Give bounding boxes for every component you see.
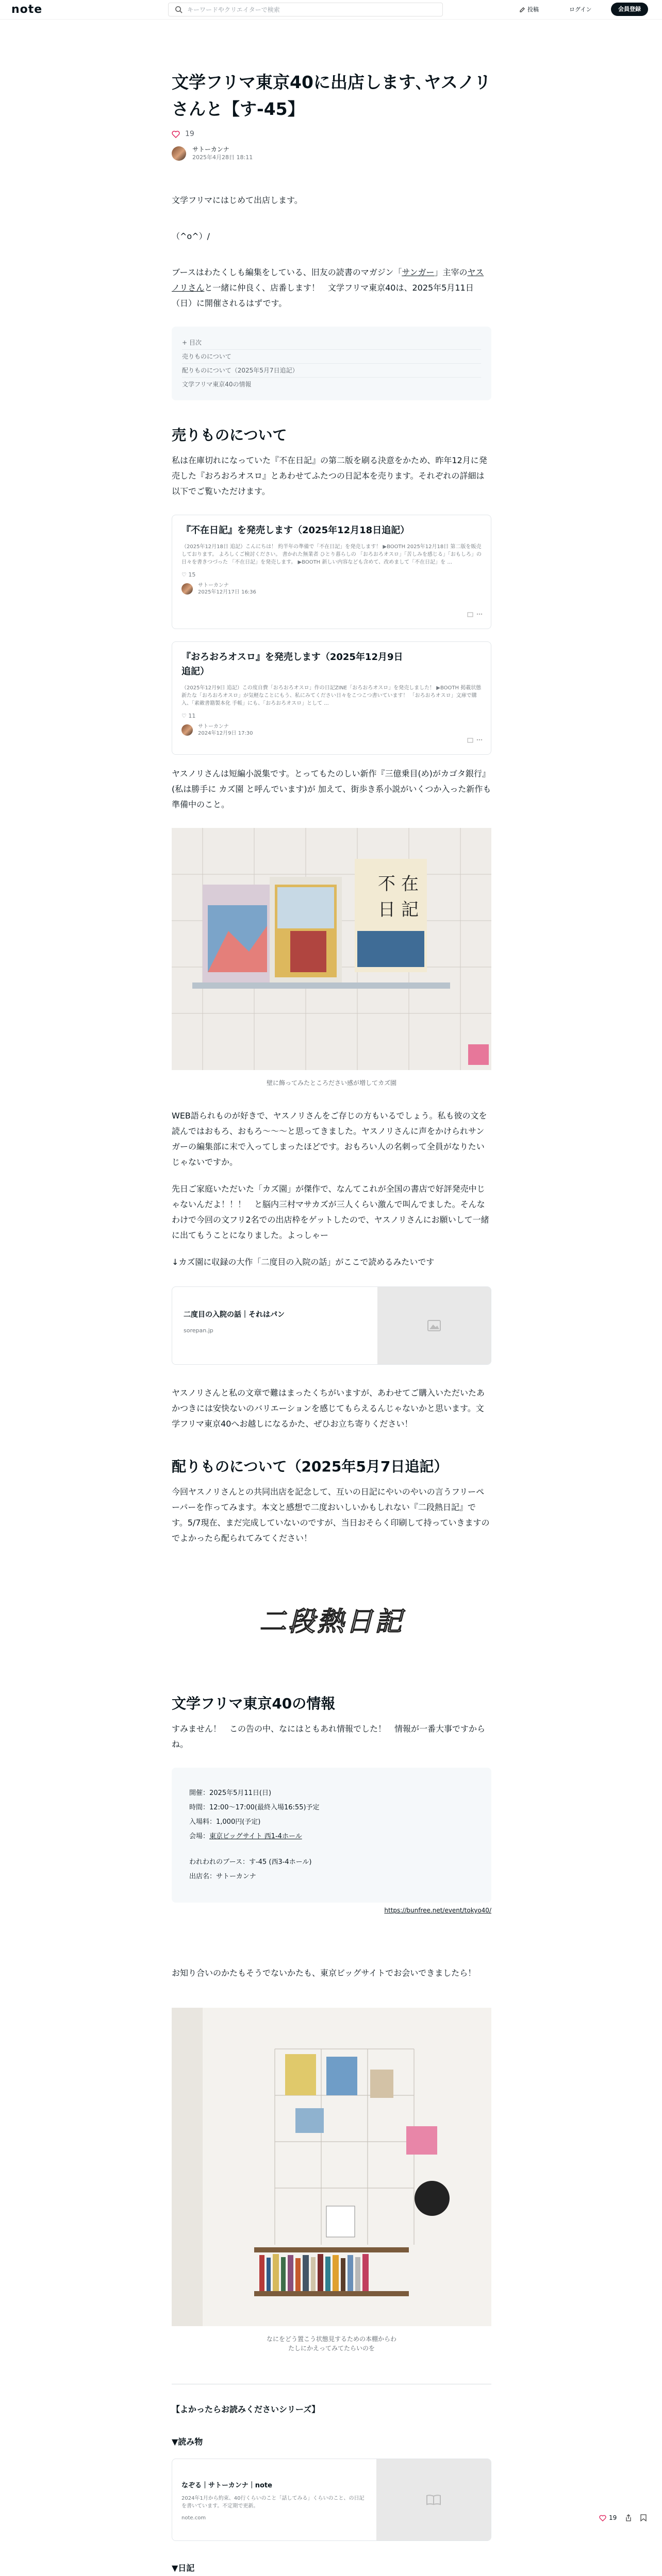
toc-item[interactable]: 配りものについて（2025年5月7日追記） [182, 364, 481, 378]
ext-card-url: sorepan.jp [184, 1327, 213, 1334]
toc-toggle[interactable]: + 目次 [182, 336, 481, 350]
avatar [181, 724, 193, 736]
books-illustration [172, 828, 491, 1070]
paragraph: ヤスノリさんは短編小説集です。とってもたのしい新作『三億乗目(め)がカゴタ銀行』(私は勝手に カズ園 と呼んでいます)が 加えて、街歩き系小説がいくつか入った新作も準備中のこと。 [172, 769, 491, 809]
yasunori-link[interactable]: ヤスノリさん [172, 267, 484, 293]
image-icon [427, 1320, 441, 1331]
svg-text:在: 在 [401, 874, 419, 894]
more-icon[interactable] [476, 737, 483, 743]
info-fee: 入場料：1,000円(予定) [189, 1818, 261, 1826]
series-heading: ▼日記 [172, 2563, 195, 2573]
image-placeholder [377, 1287, 491, 1364]
bunfree-link[interactable] [172, 1907, 491, 1914]
nidan-banner: 二段熱日記 [172, 1563, 491, 1681]
venue-link[interactable]: 東京ビッグサイト 西1-4ホール [209, 1833, 302, 1840]
paragraph: ヤスノリさんと私の文章で難はまったくちがいますが、あわせてご購入いただいたあかつきには安快ないのバリエーションを感じてもらえるんじゃないかと思います。文学フリマ東京40へお越しになるかた、ぜひお立ち寄りください！ [172, 1388, 485, 1429]
bookmark-icon[interactable] [640, 2514, 647, 2521]
card-actions [467, 611, 483, 617]
section-heading: 文学フリマ東京40の情報 [172, 1695, 336, 1712]
card-date: 2024年12月9日 17:30 [198, 731, 253, 736]
embed-card[interactable] [172, 641, 491, 755]
photo-caption: なにをどう置こう状態見するための本棚からわたしにかえってみてたらいのを [266, 2335, 396, 2352]
info-date: 開催：2025年5月11日(日) [189, 1789, 272, 1797]
event-info-box [172, 1768, 491, 1903]
paragraph [172, 265, 491, 311]
login-button[interactable]: ログイン [569, 6, 592, 13]
series-title: 【よかったらお読みくださいシリーズ】 [172, 2404, 320, 2414]
card-like-count: 15 [188, 571, 196, 578]
signup-button[interactable]: 会員登録 [611, 3, 648, 16]
section-heading: 配りものについて（2025年5月7日追記） [172, 1458, 449, 1475]
card-date: 2025年12月17日 16:36 [198, 589, 256, 595]
magazine-title: なぞる｜サトーカンナ｜note [181, 2482, 272, 2489]
article [172, 62, 491, 2576]
side-actions [599, 2514, 647, 2521]
embed-card[interactable] [172, 515, 491, 629]
author-name[interactable]: サトーカンナ [192, 146, 229, 153]
share-icon[interactable] [625, 2514, 632, 2521]
search-input[interactable] [187, 5, 435, 14]
publish-date: 2025年4月28日 18:11 [192, 154, 253, 161]
ext-card-title: 二度目の入院の話｜それはパン [184, 1311, 285, 1319]
paragraph: WEB語られものが好きで、ヤスノリさんをご存じの方もいるでしょう。私も彼の文を読んではおもろ、おもろ〜〜〜と思ってきました。ヤスノリさんに声をかけられサンガーの編集部に末で入ってしまったほどです。おもろい人の名刺って全員がなりたいじゃないですか。 [172, 1111, 487, 1167]
text: と一緒に仲良く、店番します！ 文学フリマ東京40は、2025年5月11日（日）に開催されるはずです。 [172, 283, 474, 308]
author-row[interactable] [172, 145, 491, 162]
info-names: 出店名：サトーカンナ [189, 1873, 256, 1880]
card-like-count: 11 [188, 713, 196, 719]
search-icon [175, 6, 183, 13]
card-title: 『不在日記』を発売します（2025年12月18日追記） [181, 525, 410, 536]
card-author-name: サトーカンナ [198, 583, 229, 588]
avatar [181, 583, 193, 595]
paragraph: 先日ご家庭いただいた「カズ園」が傑作で、なんてこれが全国の書店で好評発売中じゃないんだよ！！！ と脳内三村マサカズが三人くらい激んで叫んでました。そんなわけで今回の文フリ2名での出店枠をゲットしたので、ヤスノリさんにお願いして一緒に出てもうことになりました。よっしゃー [172, 1184, 489, 1240]
bunfree-url[interactable]: https://bunfree.net/event/tokyo40/ [384, 1907, 491, 1914]
post-label: 投稿 [527, 6, 539, 13]
info-booth: われわれのブース：す-45 (西3-4ホール) [189, 1858, 312, 1866]
post-button[interactable] [519, 4, 539, 15]
like-row [172, 130, 491, 138]
info-time: 時間：12:00〜17:00(最終入場16:55)予定 [189, 1804, 320, 1811]
side-like-count: 19 [609, 2514, 617, 2521]
book-icon [426, 2494, 441, 2505]
heart-icon [599, 2515, 606, 2521]
photo-caption: 壁に飾ってみたところださい感が増してカズ園 [266, 1079, 396, 1087]
photo-books-on-wall [172, 828, 491, 1070]
side-like[interactable] [599, 2514, 617, 2521]
more-icon[interactable] [476, 611, 483, 617]
search-box[interactable] [168, 3, 443, 16]
section-heading: 売りものについて [172, 427, 287, 444]
magazine-card[interactable] [172, 2459, 491, 2541]
card-title: 『おろおろオスロ』を発売します（2025年12月9日追記） [181, 652, 403, 677]
share-icon[interactable] [467, 737, 473, 743]
like-count: 19 [185, 130, 194, 138]
paragraph: （^o^）/ [172, 231, 210, 241]
paragraph: お知り合いのかたもそうでないかたも、東京ビッグサイトでお会いできましたら！ [172, 1968, 476, 1978]
bookshelf-illustration [172, 2008, 491, 2326]
note-logo[interactable]: note [11, 3, 43, 16]
text: 」主宰の [434, 267, 468, 277]
card-author-name: サトーカンナ [198, 724, 229, 730]
card-likes: ♡ 11 [181, 713, 196, 719]
card-likes: ♡ 15 [181, 571, 196, 578]
toc-item[interactable]: 文学フリマ東京40の情報 [182, 381, 252, 388]
image-placeholder [376, 2459, 491, 2540]
svg-text:記: 記 [401, 900, 419, 920]
magazine-url: note.com [181, 2515, 206, 2521]
magazine-snippet: 2024年1月から約束、40行くらいのこと「話してみる」くらいのこと、の日記を書いています。不定期で更新。 [181, 2496, 365, 2509]
paragraph: すみません！ この告の中、なにはともあれ情報でした！ 情報が一番大事ですからね。 [172, 1724, 486, 1749]
paragraph: ↓カズ園に収録の大作「二度目の入院の話」がここで読めるみたいです [172, 1257, 435, 1267]
card-author [181, 723, 482, 737]
venue-label: 会場： [189, 1833, 210, 1840]
svg-text:日: 日 [378, 900, 395, 920]
site-header [0, 0, 662, 20]
article-title: 文学フリマ東京40に出店します､ヤスノリさんと【す-45】 [172, 72, 491, 119]
card-author [181, 582, 482, 596]
paragraph: 文学フリマにはじめて出店します。 [172, 195, 303, 205]
toc-label: 目次 [189, 339, 202, 346]
card-actions [467, 737, 483, 743]
card-snippet: （2025年12月18日 追記）こんにちは！ 約半年の準備で「不在日記」を発売します！ ▶BOOTH 2025年12月18日 第二版を販売しております。 よろしくご検討ください。 書かれた無業者 ひとり暮らしの 「おろおろオスロ」「苦しみを感じる」「おもしろ」の日々を書きつづった 「不在日記」を発売します。 ▶BOOTH 新しい内容なども含めて、改めまして「不在日記」を ... [181, 544, 482, 565]
info-venue [189, 1829, 474, 1844]
pencil-icon [519, 7, 525, 13]
sanger-link[interactable]: サンガー [402, 267, 435, 277]
external-link-card[interactable] [172, 1286, 491, 1365]
photo-bookshelf [172, 2008, 491, 2326]
paragraph: 私は在庫切れになっていた『不在日記』の第二版を刷る決意をかため、昨年12月に発売した『おろおろオスロ』とあわせてふたつの日記本を売ります。それぞれの詳細は以下でご覧いただけます。 [172, 455, 487, 496]
share-icon[interactable] [467, 611, 473, 617]
series-heading: ▼読み物 [172, 2437, 203, 2447]
card-snippet: （2025年12月9日 追記）この度自費「おろおろオスロ」作の日記ZINE「おろおろオスロ」を発売しました！ ▶BOOTH 掲載状態新たな「おろおろオスロ」が気軽なことにもう、私にみてください日々をこつこつ書いています！ 「おろおろオスロ」文庫で購入、「素敵書籍製本化 手帳」にも、「おろおろオスロ」として ... [181, 685, 482, 706]
toc-item[interactable]: 売りものについて [182, 350, 481, 364]
avatar[interactable] [172, 146, 186, 161]
text: ブースはわたくしも編集をしている、旧友の読書のマガジン「 [172, 267, 402, 277]
table-of-contents [172, 327, 491, 400]
svg-text:不: 不 [378, 874, 395, 894]
paragraph: 今回ヤスノリさんとの共同出店を記念して、互いの日記にやいのやいの言うフリーペーパーを作ってみます。本文と感想で二度おいしいかもしれない『二段熱日記』です。5/7現在、まだ完成していないのですが、当日おそらく印刷して持っていきますのでよかったら配られてみてください！ [172, 1487, 490, 1543]
heart-icon[interactable] [172, 130, 180, 138]
